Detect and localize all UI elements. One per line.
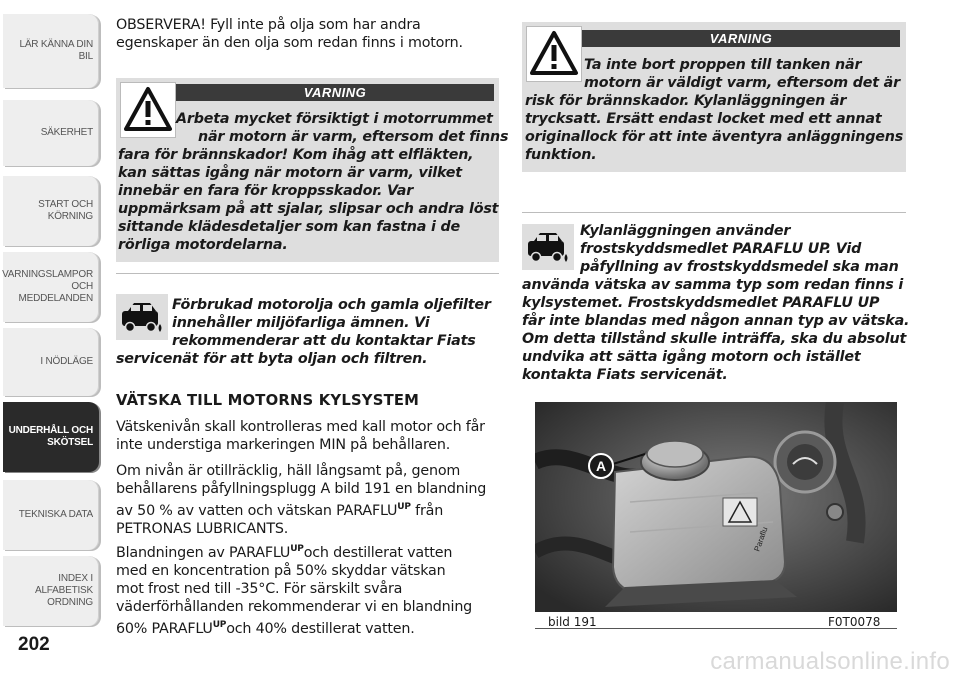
env-note-line: kylsystemet. Frostskyddsmedlet PARAFLU UP <box>522 295 880 311</box>
env-note-oil-a <box>172 296 491 350</box>
env-note-line: undvika att sätta igång motorn och istället <box>522 349 861 365</box>
divider <box>116 273 499 274</box>
body-line <box>116 540 508 562</box>
tab-varningslampor[interactable]: VARNINGSLAMPOR OCH MEDDELANDEN <box>3 252 99 322</box>
figure-caption: bild 191 <box>548 615 597 629</box>
body-line: behållarens påfyllningsplugg A bild 191 en blandning <box>116 481 487 497</box>
env-note-line: får inte blandas med någon annan typ av vätska. <box>522 313 910 329</box>
body-text-span: och destillerat vatten <box>303 545 453 561</box>
warning-line: kan sättas igång när motorn är varm, vilket <box>118 165 462 181</box>
intro-line: OBSERVERA! Fyll inte på olja som har andra <box>116 17 421 33</box>
paragraph-refill <box>116 462 508 538</box>
env-note-line: påfyllning av frostskyddsmedel ska man <box>580 259 899 275</box>
tab-lar-kanna-din-bil[interactable]: LÄR KÄNNA DIN BIL <box>3 14 99 88</box>
tab-index[interactable]: INDEX I ALFABETISK ORDNING <box>3 556 99 626</box>
env-note-coolant-a <box>580 222 899 276</box>
body-line: PETRONAS LUBRICANTS. <box>116 521 289 537</box>
paragraph-mixture <box>116 540 508 638</box>
body-text-span: 60% PARAFLU <box>116 621 213 637</box>
warning-heading: VARNING <box>176 84 494 101</box>
warning-line: funktion. <box>525 147 597 163</box>
body-line: väderförhållanden rekommenderar vi en blandning <box>116 599 473 615</box>
superscript: UP <box>290 544 304 554</box>
warning-heading: VARNING <box>582 30 900 47</box>
warning-line: motorn är väldigt varm, eftersom det är <box>584 75 900 91</box>
body-line: Vätskenivån skall kontrolleras med kall motor och får <box>116 419 485 435</box>
warning-text-engine-a <box>176 110 508 146</box>
environment-car-icon <box>116 294 168 340</box>
env-note-line: Förbrukad motorolja och gamla oljefilter <box>172 297 491 313</box>
watermark: carmanualsonline.info <box>710 648 950 675</box>
paragraph-level-check <box>116 418 508 454</box>
intro-paragraph <box>116 16 506 52</box>
warning-line: originallock för att inte äventyra anläggningens <box>525 129 904 145</box>
env-note-line: servicenät för att byta oljan och filtren. <box>116 351 428 367</box>
warning-line: Arbeta mycket försiktigt i motorrummet <box>176 111 493 127</box>
tab-sakerhet[interactable]: SÄKERHET <box>3 100 99 166</box>
env-note-line: använda vätska av samma typ som redan finns i <box>522 277 904 293</box>
env-note-line: kontakta Fiats servicenät. <box>522 367 728 383</box>
warning-line: sittande klädesdetaljer som kan fastna i de <box>118 219 460 235</box>
tab-i-nodlage[interactable]: I NÖDLÄGE <box>3 328 99 396</box>
body-text-span: och 40% destillerat vatten. <box>226 621 415 637</box>
intro-line: egenskaper än den olja som redan finns i motorn. <box>116 35 463 51</box>
warning-line: uppmärksam på att sjalar, slipsar och andra löst <box>118 201 499 217</box>
body-text-span: Blandningen av PARAFLU <box>116 545 291 561</box>
warning-line: fara för brännskador! Kom ihåg att elfläkten, <box>118 147 474 163</box>
superscript: UP <box>212 620 227 630</box>
chapter-sidebar <box>0 0 104 678</box>
warning-text-coolant-a <box>584 56 900 92</box>
env-note-line: rekommenderar att du kontaktar Fiats <box>172 333 476 349</box>
warning-triangle-icon <box>526 26 582 82</box>
superscript: UP <box>397 502 411 512</box>
body-line: mot frost ned till -35°C. För särskilt svåra <box>116 581 403 597</box>
environment-car-icon <box>522 224 574 270</box>
tab-tekniska-data[interactable]: TEKNISKA DATA <box>3 480 99 550</box>
body-text-span: av 50 % av vatten och vätskan PARAFLU <box>116 503 398 519</box>
figure-coolant-tank-photo <box>535 402 897 612</box>
warning-text-engine-b <box>118 146 498 254</box>
body-line <box>116 616 508 638</box>
body-line <box>116 498 508 520</box>
warning-line: trycksatt. Ersätt endast locket med ett annat <box>525 111 882 127</box>
warning-line: risk för brännskador. Kylanläggningen är <box>525 93 847 109</box>
figure-code: F0T0078 <box>828 615 881 629</box>
section-title: VÄTSKA TILL MOTORNS KYLSYSTEM <box>116 392 420 409</box>
body-text-span: från <box>410 503 444 519</box>
warning-line: Ta inte bort proppen till tanken när <box>584 57 862 73</box>
env-note-coolant-b <box>522 276 909 384</box>
env-note-line: Kylanläggningen använder <box>580 223 791 239</box>
tank-label: Paraflu <box>752 525 770 553</box>
warning-line: innebär en fara för kroppsskador. Var <box>118 183 414 199</box>
divider <box>522 212 906 213</box>
warning-text-coolant-b <box>525 92 903 164</box>
warning-line: rörliga motordelarna. <box>118 237 288 253</box>
tab-underhall-och-skotsel[interactable]: UNDERHÅLL OCH SKÖTSEL <box>3 402 99 472</box>
body-line: med en koncentration på 50% skyddar vätskan <box>116 563 446 579</box>
tab-start-och-korning[interactable]: START OCH KÖRNING <box>3 176 99 246</box>
warning-triangle-icon <box>120 82 176 138</box>
env-note-line: innehåller miljöfarliga ämnen. Vi <box>172 315 430 331</box>
body-line: Om nivån är otillräcklig, häll långsamt på, genom <box>116 463 461 479</box>
env-note-oil-b <box>116 350 427 368</box>
warning-line: när motorn är varm, eftersom det finns <box>198 129 509 145</box>
body-line: inte understiga markeringen MIN på behållaren. <box>116 437 451 453</box>
env-note-line: Om detta tillstånd skulle inträffa, ska du absolut <box>522 331 907 347</box>
callout-a-label: A <box>595 458 607 474</box>
page-number: 202 <box>18 634 50 655</box>
env-note-line: frostskyddsmedlet PARAFLU UP. Vid <box>580 241 862 257</box>
